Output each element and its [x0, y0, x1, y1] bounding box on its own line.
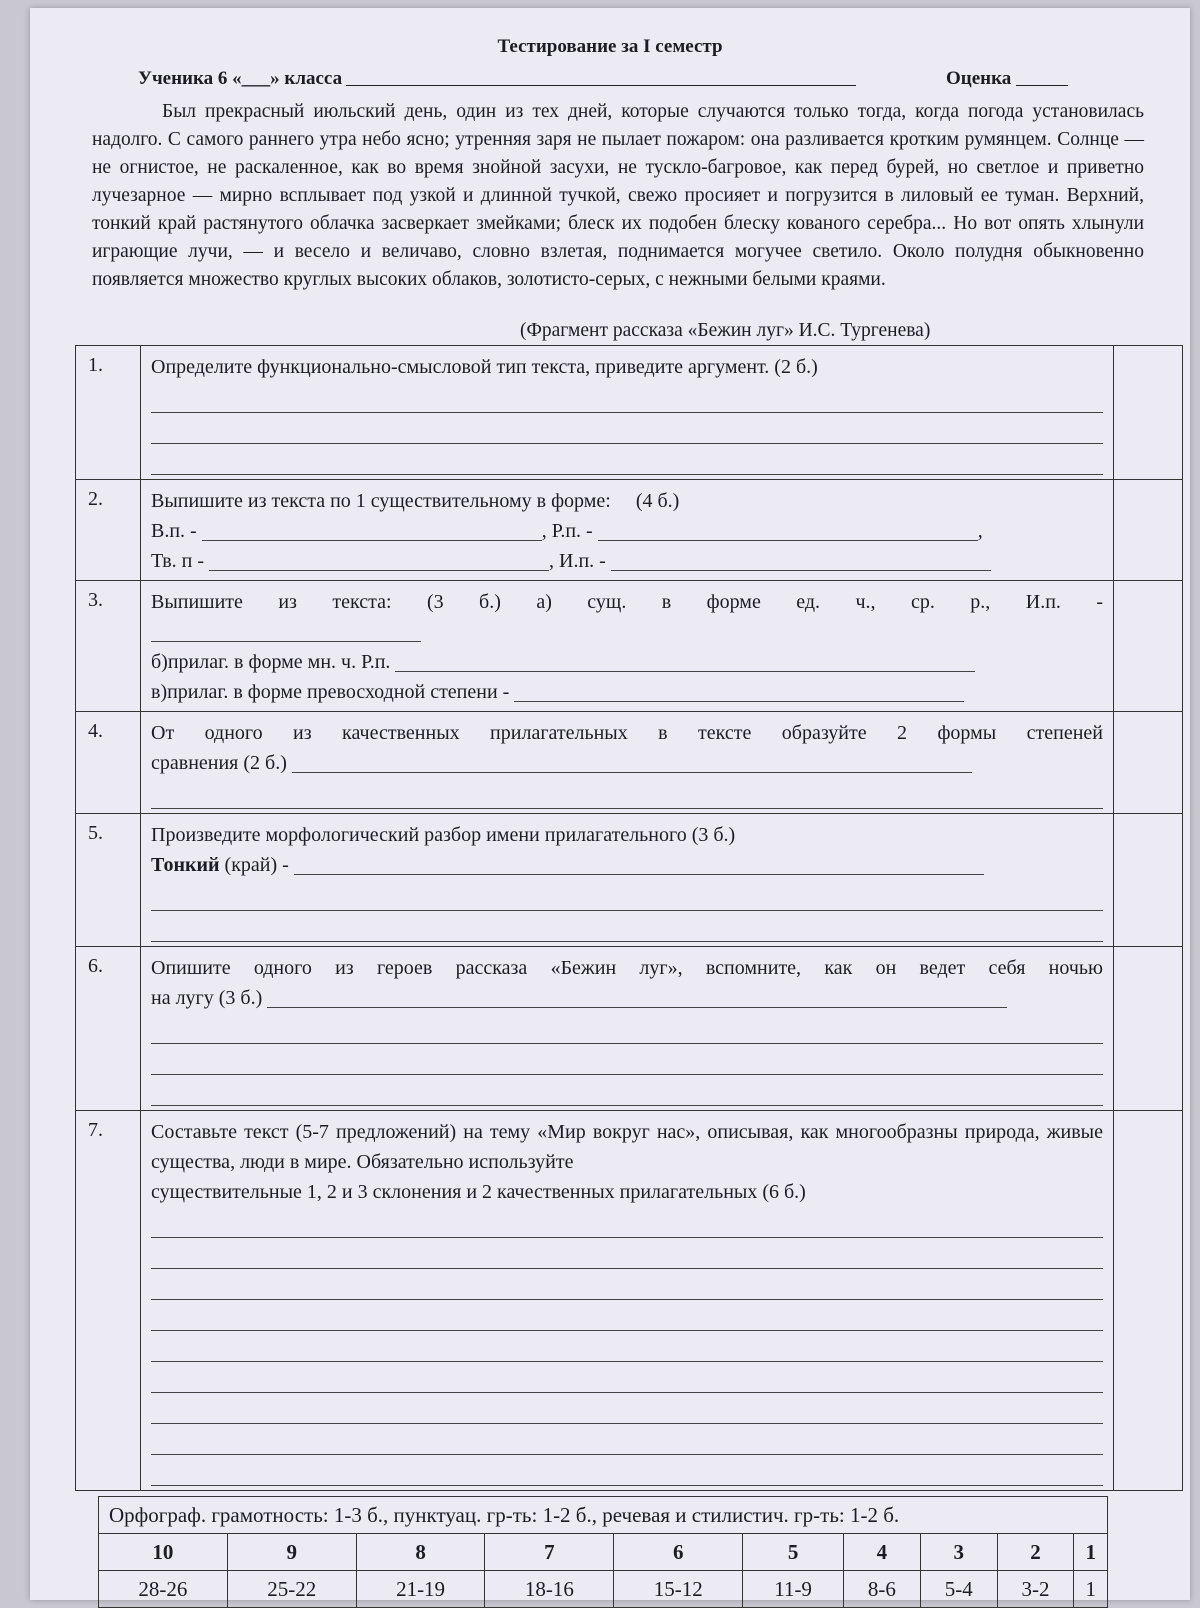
task-content [141, 480, 1114, 581]
task-subitem: б)прилаг. в форме мн. ч. Р.п. [151, 651, 391, 673]
answer-field[interactable] [598, 518, 978, 541]
task-row [76, 346, 1183, 480]
grading-criteria: Орфограф. грамотность: 1-3 б., пунктуац. гр-ть: 1-2 б., речевая и стилистич. гр-ть: 1-2 б. [99, 1497, 1108, 1534]
answer-line[interactable] [151, 1238, 1103, 1269]
task-text: Выпишите из текста: (3 б.) а) сущ. в форме ед. ч., ср. р., И.п. - [151, 591, 1103, 613]
passage-source: (Фрагмент рассказа «Бежин луг» И.С. Тургенева) [520, 320, 931, 341]
grade-value: 9 [227, 1534, 356, 1571]
task-number: 5. [76, 814, 141, 947]
grade-value: 5 [743, 1534, 844, 1571]
task-text-continued: сравнения (2 б.) [151, 752, 287, 774]
grade-value: 4 [844, 1534, 921, 1571]
grade-value: 1 [1074, 1534, 1108, 1571]
answer-field[interactable] [209, 548, 549, 571]
answer-line[interactable] [151, 1075, 1103, 1106]
answer-line[interactable] [151, 1393, 1103, 1424]
criteria-row [99, 1497, 1108, 1534]
grade-value: 2 [997, 1534, 1074, 1571]
case-row [151, 546, 1103, 576]
task-content [141, 947, 1114, 1111]
task-number: 6. [76, 947, 141, 1111]
answer-line[interactable] [151, 1331, 1103, 1362]
task-text: От одного из качественных прилагательных в тексте образуйте 2 формы степеней [151, 722, 1103, 744]
answer-row [151, 677, 1103, 707]
task-number: 7. [76, 1111, 141, 1491]
task-text-continued: (край) - [219, 854, 289, 876]
points-range: 1 [1074, 1571, 1108, 1608]
grade-label: Оценка [945, 68, 1012, 89]
answer-line[interactable] [151, 444, 1103, 475]
score-cell[interactable] [1114, 581, 1183, 712]
grade-field[interactable] [1016, 85, 1068, 86]
task-row [76, 1111, 1183, 1491]
grade-value: 3 [920, 1534, 997, 1571]
page-title: Тестирование за I семестр [497, 36, 723, 57]
comma-mark: , [977, 520, 983, 542]
student-class-label: Ученика 6 «___» класса [138, 68, 343, 89]
task-row [76, 814, 1183, 947]
answer-field[interactable] [151, 619, 421, 642]
grade-value: 10 [99, 1534, 228, 1571]
tasks-table [75, 345, 1183, 1491]
task-content [141, 814, 1114, 947]
grade-box [946, 68, 1068, 90]
points-range: 21-19 [356, 1571, 485, 1608]
student-header [138, 68, 1088, 90]
answer-field[interactable] [294, 852, 984, 875]
case-label: Тв. п - [151, 550, 205, 572]
student-name-field[interactable] [346, 85, 856, 86]
task-row [76, 712, 1183, 814]
answer-line[interactable] [151, 1455, 1103, 1486]
score-cell[interactable] [1114, 1111, 1183, 1491]
points-range: 18-16 [485, 1571, 614, 1608]
answer-row [151, 647, 1103, 677]
points-range: 25-22 [227, 1571, 356, 1608]
case-row [151, 516, 1103, 546]
grade-value: 8 [356, 1534, 485, 1571]
task-text-continued: существительные 1, 2 и 3 склонения и 2 качественных прилагательных (6 б.) [151, 1181, 806, 1203]
answer-row [151, 617, 1103, 647]
points-range: 11-9 [743, 1571, 844, 1608]
grading-scale-table [98, 1496, 1108, 1608]
answer-line[interactable] [151, 1013, 1103, 1044]
score-cell[interactable] [1114, 947, 1183, 1111]
answer-field[interactable] [292, 750, 972, 773]
task-keyword: Тонкий [151, 854, 220, 876]
reading-passage: Был прекрасный июльский день, один из тех дней, которые случаются только тогда, когда погода установилась надолго. С самого раннего утра небо ясно; утренняя заря не пылает пожаром: она разливается кротким румянцем. Солнце — не огнистое, не раскаленное, как во время знойной засухи, не тускло-багровое, как перед бурей, но светлое и приветно лучезарное — мирно всплывает под узкой и длинной тучкой, свежо просияет и погрузится в лиловый ее туман. Верхний, тонкий край растянутого облачка засверкает змейками; блеск их подобен блеску кованого серебра... Но вот опять хлынули играющие лучи, — и весело и величаво, словно взлетая, поднимается могучее светило. Около полудня обыкновенно появляется множество круглых высоких облаков, золотисто-серых, с нежными белыми краями. [92, 101, 1144, 290]
answer-line[interactable] [151, 880, 1103, 911]
points-range: 3-2 [997, 1571, 1074, 1608]
answer-line[interactable] [151, 413, 1103, 444]
case-label: , И.п. - [549, 550, 606, 572]
task-content [141, 346, 1114, 480]
points-range: 15-12 [614, 1571, 743, 1608]
task-text: Опишите одного из героев рассказа «Бежин луг», вспомните, как он ведет себя ночью [151, 957, 1103, 979]
grade-value: 7 [485, 1534, 614, 1571]
answer-field[interactable] [611, 548, 991, 571]
answer-line[interactable] [151, 1207, 1103, 1238]
points-range: 5-4 [920, 1571, 997, 1608]
task-number: 4. [76, 712, 141, 814]
answer-line[interactable] [151, 1044, 1103, 1075]
task-row [76, 581, 1183, 712]
answer-line[interactable] [151, 1300, 1103, 1331]
task-text: Произведите морфологический разбор имени прилагательного (3 б.) [151, 824, 736, 846]
answer-line[interactable] [151, 1269, 1103, 1300]
task-content [141, 712, 1114, 814]
points-range: 8-6 [844, 1571, 921, 1608]
grade-value: 6 [614, 1534, 743, 1571]
task-subitem: в)прилаг. в форме превосходной степени - [151, 681, 510, 703]
task-text: Составьте текст (5-7 предложений) на тему «Мир вокруг нас», описывая, как многообразны природа, живые существа, люди в мире. Обязательно используйте [151, 1121, 1103, 1173]
answer-row [151, 983, 1103, 1013]
task-content [141, 581, 1114, 712]
case-label: В.п. - [151, 520, 197, 542]
task-row [76, 480, 1183, 581]
answer-row [151, 850, 1103, 880]
answer-line[interactable] [151, 778, 1103, 809]
points-range: 28-26 [99, 1571, 228, 1608]
answer-field[interactable] [395, 649, 975, 672]
answer-field[interactable] [202, 518, 542, 541]
answer-line[interactable] [151, 1362, 1103, 1393]
score-cell[interactable] [1114, 480, 1183, 581]
worksheet-page [30, 8, 1190, 1600]
task-number: 1. [76, 346, 141, 480]
task-content [141, 1111, 1114, 1491]
answer-line[interactable] [151, 1424, 1103, 1455]
task-number: 2. [76, 480, 141, 581]
answer-row [151, 748, 1103, 778]
answer-field[interactable] [514, 679, 964, 702]
task-text: Определите функционально-смысловой тип текста, приведите аргумент. (2 б.) [151, 356, 818, 378]
task-number: 3. [76, 581, 141, 712]
task-text-continued: на лугу (3 б.) [151, 987, 263, 1009]
grade-row [99, 1534, 1108, 1571]
task-row [76, 947, 1183, 1111]
task-text: Выпишите из текста по 1 существительному в форме: (4 б.) [151, 490, 680, 512]
answer-field[interactable] [267, 985, 1007, 1008]
points-range-row [99, 1571, 1108, 1608]
case-label: , Р.п. - [541, 520, 593, 542]
score-cell[interactable] [1114, 712, 1183, 814]
answer-line[interactable] [151, 911, 1103, 942]
score-cell[interactable] [1114, 814, 1183, 947]
score-cell[interactable] [1114, 346, 1183, 480]
answer-line[interactable] [151, 382, 1103, 413]
